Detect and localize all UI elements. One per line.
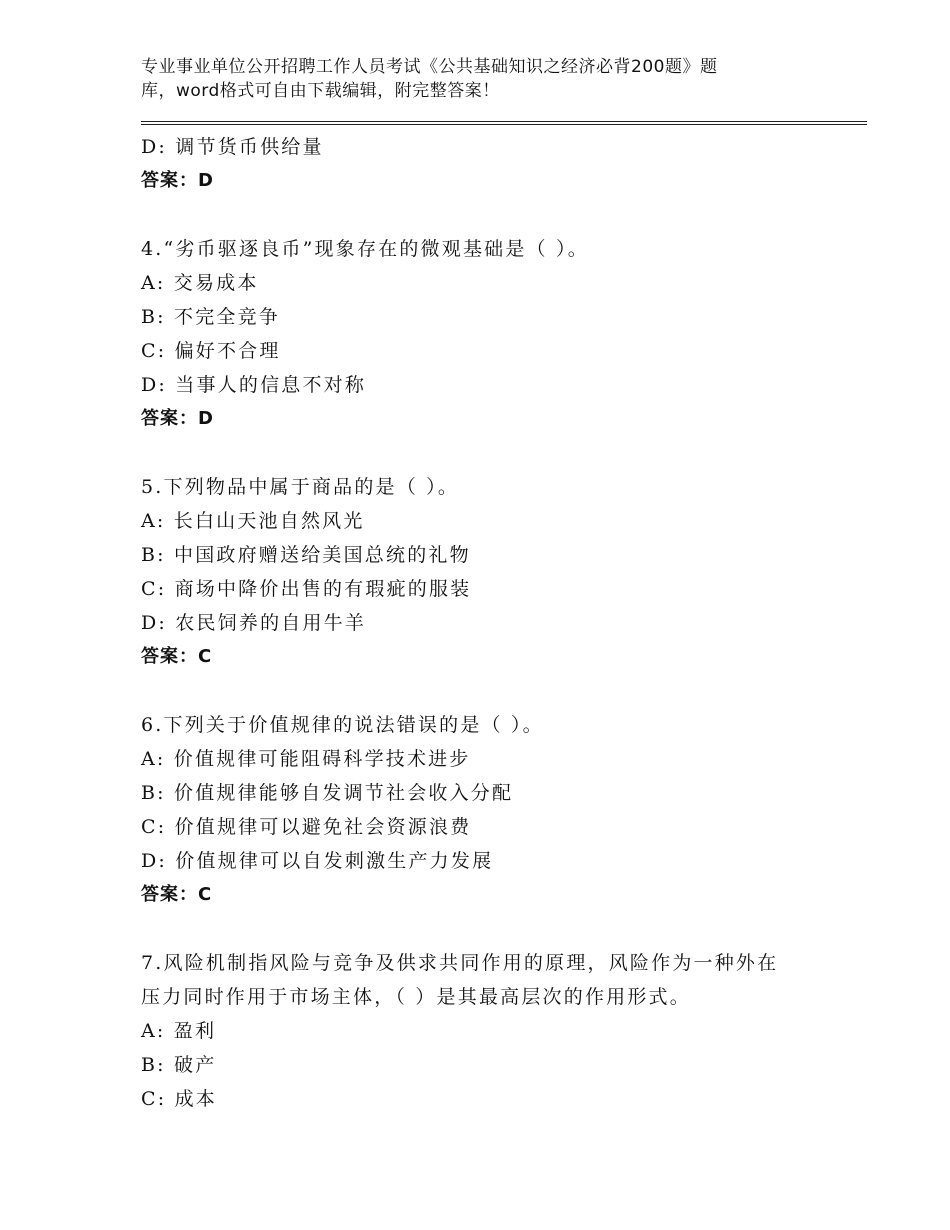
question-7 xyxy=(141,946,841,1116)
option-b: B: 破产 xyxy=(141,1054,217,1076)
question-stem: 4.“劣币驱逐良币”现象存在的微观基础是（ ）。 xyxy=(141,238,589,260)
question-stem: 6.下列关于价值规律的说法错误的是（ ）。 xyxy=(141,714,544,736)
option-d: D: 调节货币供给量 xyxy=(141,136,324,158)
answer: 答案：C xyxy=(141,646,213,667)
document-body xyxy=(141,130,841,1116)
question-stem-line-2: 压力同时作用于市场主体，（ ）是其最高层次的作用形式。 xyxy=(141,986,691,1008)
option-c: C: 成本 xyxy=(141,1088,217,1110)
question-5 xyxy=(141,470,841,674)
option-b: B: 不完全竞争 xyxy=(141,306,281,328)
option-c: C: 偏好不合理 xyxy=(141,340,281,362)
question-stem: 5.下列物品中属于商品的是（ ）。 xyxy=(141,476,460,498)
question-4 xyxy=(141,232,841,436)
option-b: B: 价值规律能够自发调节社会收入分配 xyxy=(141,782,514,804)
answer: 答案：C xyxy=(141,884,213,905)
question-3-tail xyxy=(141,130,841,198)
option-c: C: 商场中降价出售的有瑕疵的服装 xyxy=(141,578,472,600)
option-b: B: 中国政府赠送给美国总统的礼物 xyxy=(141,544,471,566)
option-d: D: 农民饲养的自用牛羊 xyxy=(141,612,367,634)
question-6 xyxy=(141,708,841,912)
option-a: A: 交易成本 xyxy=(141,272,259,294)
answer: 答案：D xyxy=(141,408,214,429)
header-rule-top xyxy=(141,121,867,122)
option-a: A: 价值规律可能阻碍科学技术进步 xyxy=(141,748,471,770)
option-a: A: 盈利 xyxy=(141,1020,217,1042)
option-d: D: 价值规律可以自发刺激生产力发展 xyxy=(141,850,494,872)
document-header xyxy=(141,55,781,103)
option-c: C: 价值规律可以避免社会资源浪费 xyxy=(141,816,472,838)
header-rule-bottom xyxy=(141,124,867,125)
question-stem-line-1: 7.风险机制指风险与竞争及供求共同作用的原理，风险作为一种外在 xyxy=(141,952,779,974)
answer: 答案：D xyxy=(141,170,214,191)
option-a: A: 长白山天池自然风光 xyxy=(141,510,365,532)
header-line-2: 库，word格式可自由下载编辑，附完整答案！ xyxy=(141,81,500,101)
header-line-1: 专业事业单位公开招聘工作人员考试《公共基础知识之经济必背200题》题 xyxy=(141,57,718,77)
option-d: D: 当事人的信息不对称 xyxy=(141,374,367,396)
